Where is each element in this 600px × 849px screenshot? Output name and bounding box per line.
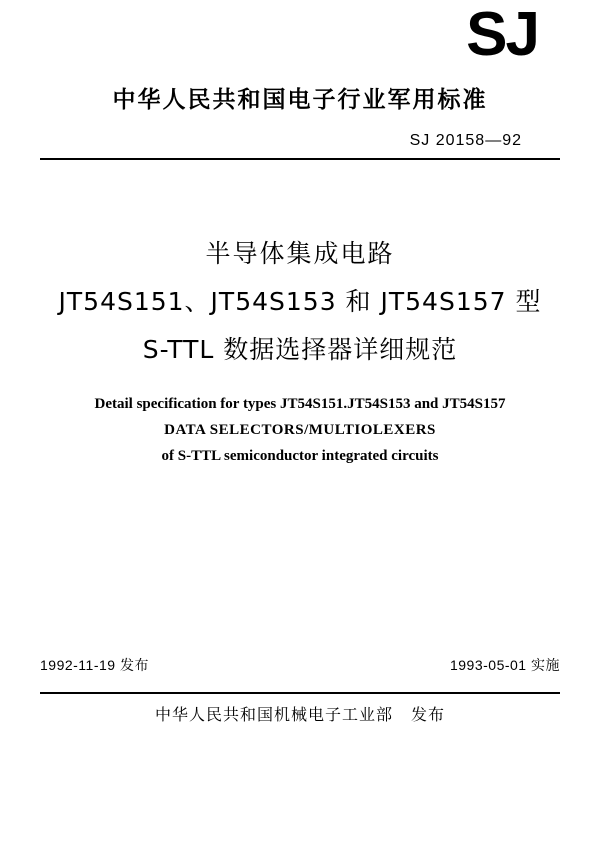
- logo-row: [40, 0, 560, 69]
- subtitle-line-2: DATA SELECTORS/MULTIOLEXERS: [164, 421, 436, 438]
- publisher-row: [0, 702, 600, 725]
- subtitle-line-3: of S-TTL semiconductor integrated circuits: [161, 447, 439, 464]
- english-subtitle-block: [40, 396, 560, 465]
- issue-date: 1992-11-19 发布: [40, 657, 149, 673]
- divider-bottom: [40, 692, 560, 694]
- dates-row: [40, 655, 560, 675]
- subtitle-line-1: Detail specification for types JT54S151.JT54S153 and JT54S157: [94, 395, 506, 412]
- sj-logo: SJ: [466, 0, 538, 69]
- title-line-1: 半导体集成电路: [205, 238, 395, 268]
- publisher-name: 中华人民共和国机械电子工业部: [154, 705, 393, 724]
- title-line-3: S-TTL 数据选择器详细规范: [142, 334, 458, 364]
- effective-date: 1993-05-01 实施: [449, 657, 560, 673]
- title-block: [40, 234, 560, 366]
- publisher-suffix: 发布: [411, 705, 446, 724]
- standard-name: 中华人民共和国电子行业军用标准: [112, 86, 488, 113]
- title-line-2: JT54S151、JT54S153 和 JT54S157 型: [58, 286, 542, 316]
- standard-number: SJ 20158—92: [409, 131, 522, 149]
- divider-top: [40, 158, 560, 160]
